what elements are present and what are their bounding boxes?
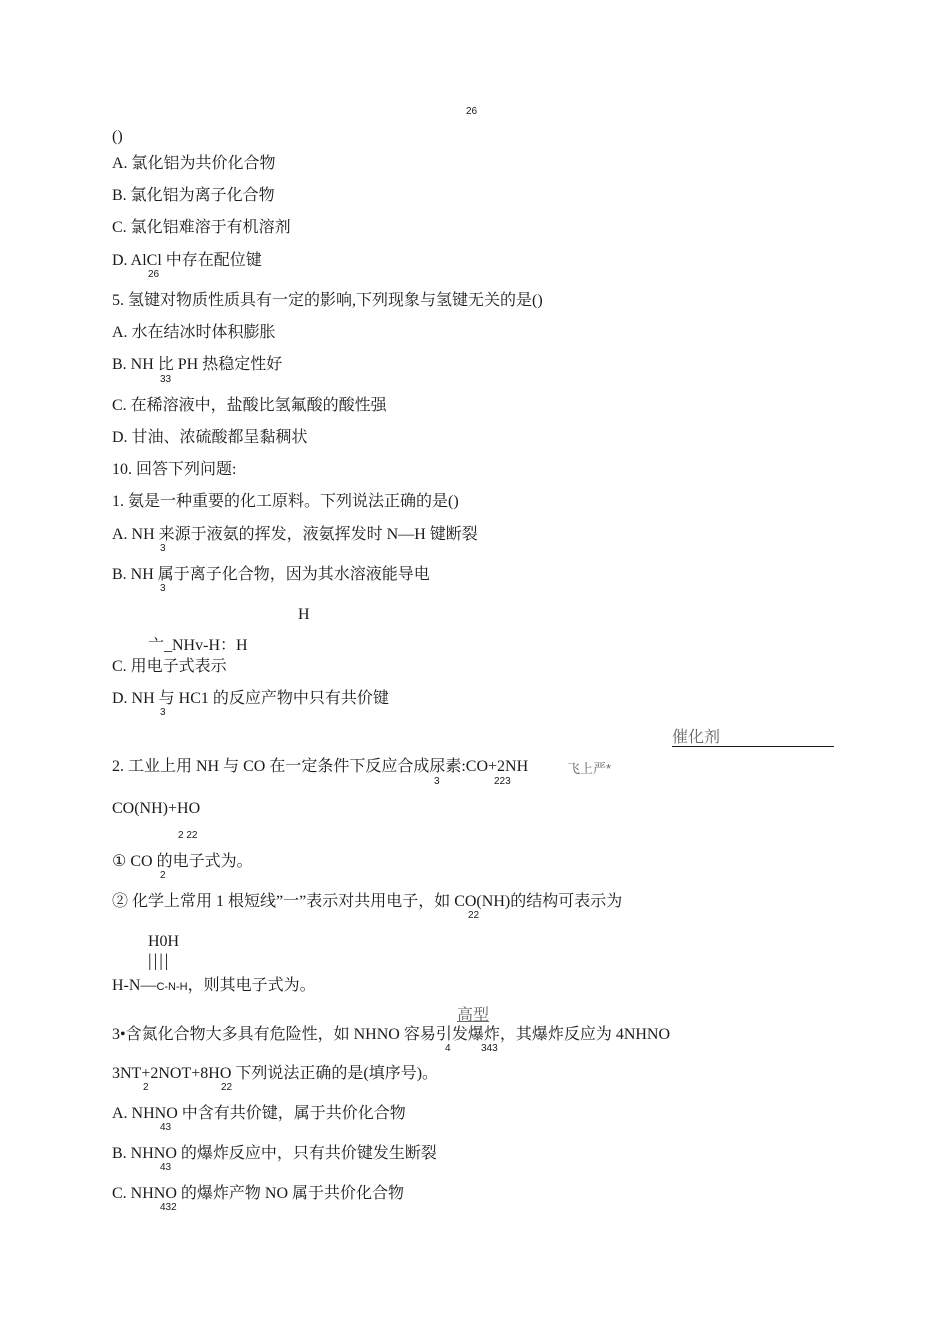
p2-question-2: ② 化学上常用 1 根短线”一”表示对共用电子，如 CO(NH)的结构可表示为 [112, 893, 623, 910]
p3-subscript-2: 343 [481, 1043, 498, 1054]
p2-question-1: ① CO 的电子式为。 [112, 853, 253, 870]
p3-option-b: B. NHNO 的爆炸反应中，只有共价键发生断裂 [112, 1145, 437, 1162]
q4-d-subscript: 26 [148, 269, 160, 280]
q5-b-subscript: 33 [160, 374, 172, 385]
p1-option-d: D. NH 与 HC1 的反应产物中只有共价键 [112, 690, 389, 707]
p1-electron-formula: 亠_NHv-H：H [148, 637, 248, 654]
catalyst-label: 催化剂 [672, 729, 721, 746]
q4-option-a: A. 氯化铝为共价化合物 [112, 155, 276, 172]
p2-q2-subscript: 22 [468, 910, 480, 921]
p2-product-subscript: 2 22 [178, 830, 198, 841]
top-subscript: 26 [466, 106, 478, 117]
q10-stem: 10. 回答下列问题: [112, 461, 237, 478]
q5-stem: 5. 氢键对物质性质具有一定的影响,下列现象与氢键无关的是() [112, 292, 543, 309]
p2-q1-subscript: 2 [160, 870, 166, 881]
answer-paren: () [112, 128, 123, 145]
p1-option-c: C. 用电子式表示 [112, 658, 227, 675]
structure-part-b: C-N-H [156, 981, 188, 993]
p1-b-subscript: 3 [160, 583, 166, 594]
q4-option-b: B. 氯化铝为离子化合物 [112, 187, 275, 204]
p3-option-a: A. NHNO 中含有共价键，属于共价化合物 [112, 1105, 406, 1122]
p2-garbled-tail: 飞上严* [567, 761, 612, 776]
p3-line2-subscript-2: 22 [221, 1082, 233, 1093]
p3-a-subscript: 43 [160, 1122, 172, 1133]
p1-option-b: B. NH 属于离子化合物，因为其水溶液能导电 [112, 566, 430, 583]
catalyst-arrow-line [672, 746, 834, 747]
structure-top: H0H [148, 933, 180, 950]
p2-subscript-2: 223 [494, 776, 511, 787]
p3-line2-subscript-1: 2 [143, 1082, 149, 1093]
q5-option-d: D. 甘油、浓硫酸都呈黏稠状 [112, 429, 308, 446]
p1-d-subscript: 3 [160, 707, 166, 718]
structure-part-a: H-N— [112, 977, 157, 994]
q5-option-c: C. 在稀溶液中，盐酸比氢氟酸的酸性强 [112, 397, 387, 414]
p1-option-a: A. NH 来源于液氨的挥发，液氨挥发时 N—H 键断裂 [112, 526, 478, 543]
p3-b-subscript: 43 [160, 1162, 172, 1173]
structure-formula-line [112, 976, 316, 997]
p3-subscript-1: 4 [445, 1043, 451, 1054]
p3-reaction-line: 3NT+2NOT+8HO 下列说法正确的是(填序号)。 [112, 1065, 439, 1082]
p2-stem: 2. 工业上用 NH 与 CO 在一定条件下反应合成尿素:CO+2NH [112, 758, 529, 775]
structure-bonds: |||| [148, 950, 171, 970]
p1-a-subscript: 3 [160, 543, 166, 554]
q4-option-d: D. AlCl 中存在配位键 [112, 252, 262, 269]
p2-subscript-1: 3 [434, 776, 440, 787]
p2-product: CO(NH)+HO [112, 800, 201, 817]
p3-stem: 3•含氮化合物大多具有危险性，如 NHNO 容易引发爆炸，其爆炸反应为 4NHNO [112, 1026, 671, 1043]
p1-stem: 1. 氨是一种重要的化工原料。下列说法正确的是() [112, 493, 459, 510]
p1-electron-h: H [298, 606, 310, 623]
q4-option-c: C. 氯化铝难溶于有机溶剂 [112, 219, 291, 236]
structure-part-c: ，则其电子式为。 [187, 977, 316, 994]
p3-option-c: C. NHNO 的爆炸产物 NO 属于共价化合物 [112, 1185, 405, 1202]
p3-c-subscript: 432 [160, 1202, 177, 1213]
q5-option-a: A. 水在结冰时体积膨胀 [112, 324, 276, 341]
q5-option-b: B. NH 比 PH 热稳定性好 [112, 356, 283, 373]
high-temp-label: 高型 [457, 1007, 490, 1024]
